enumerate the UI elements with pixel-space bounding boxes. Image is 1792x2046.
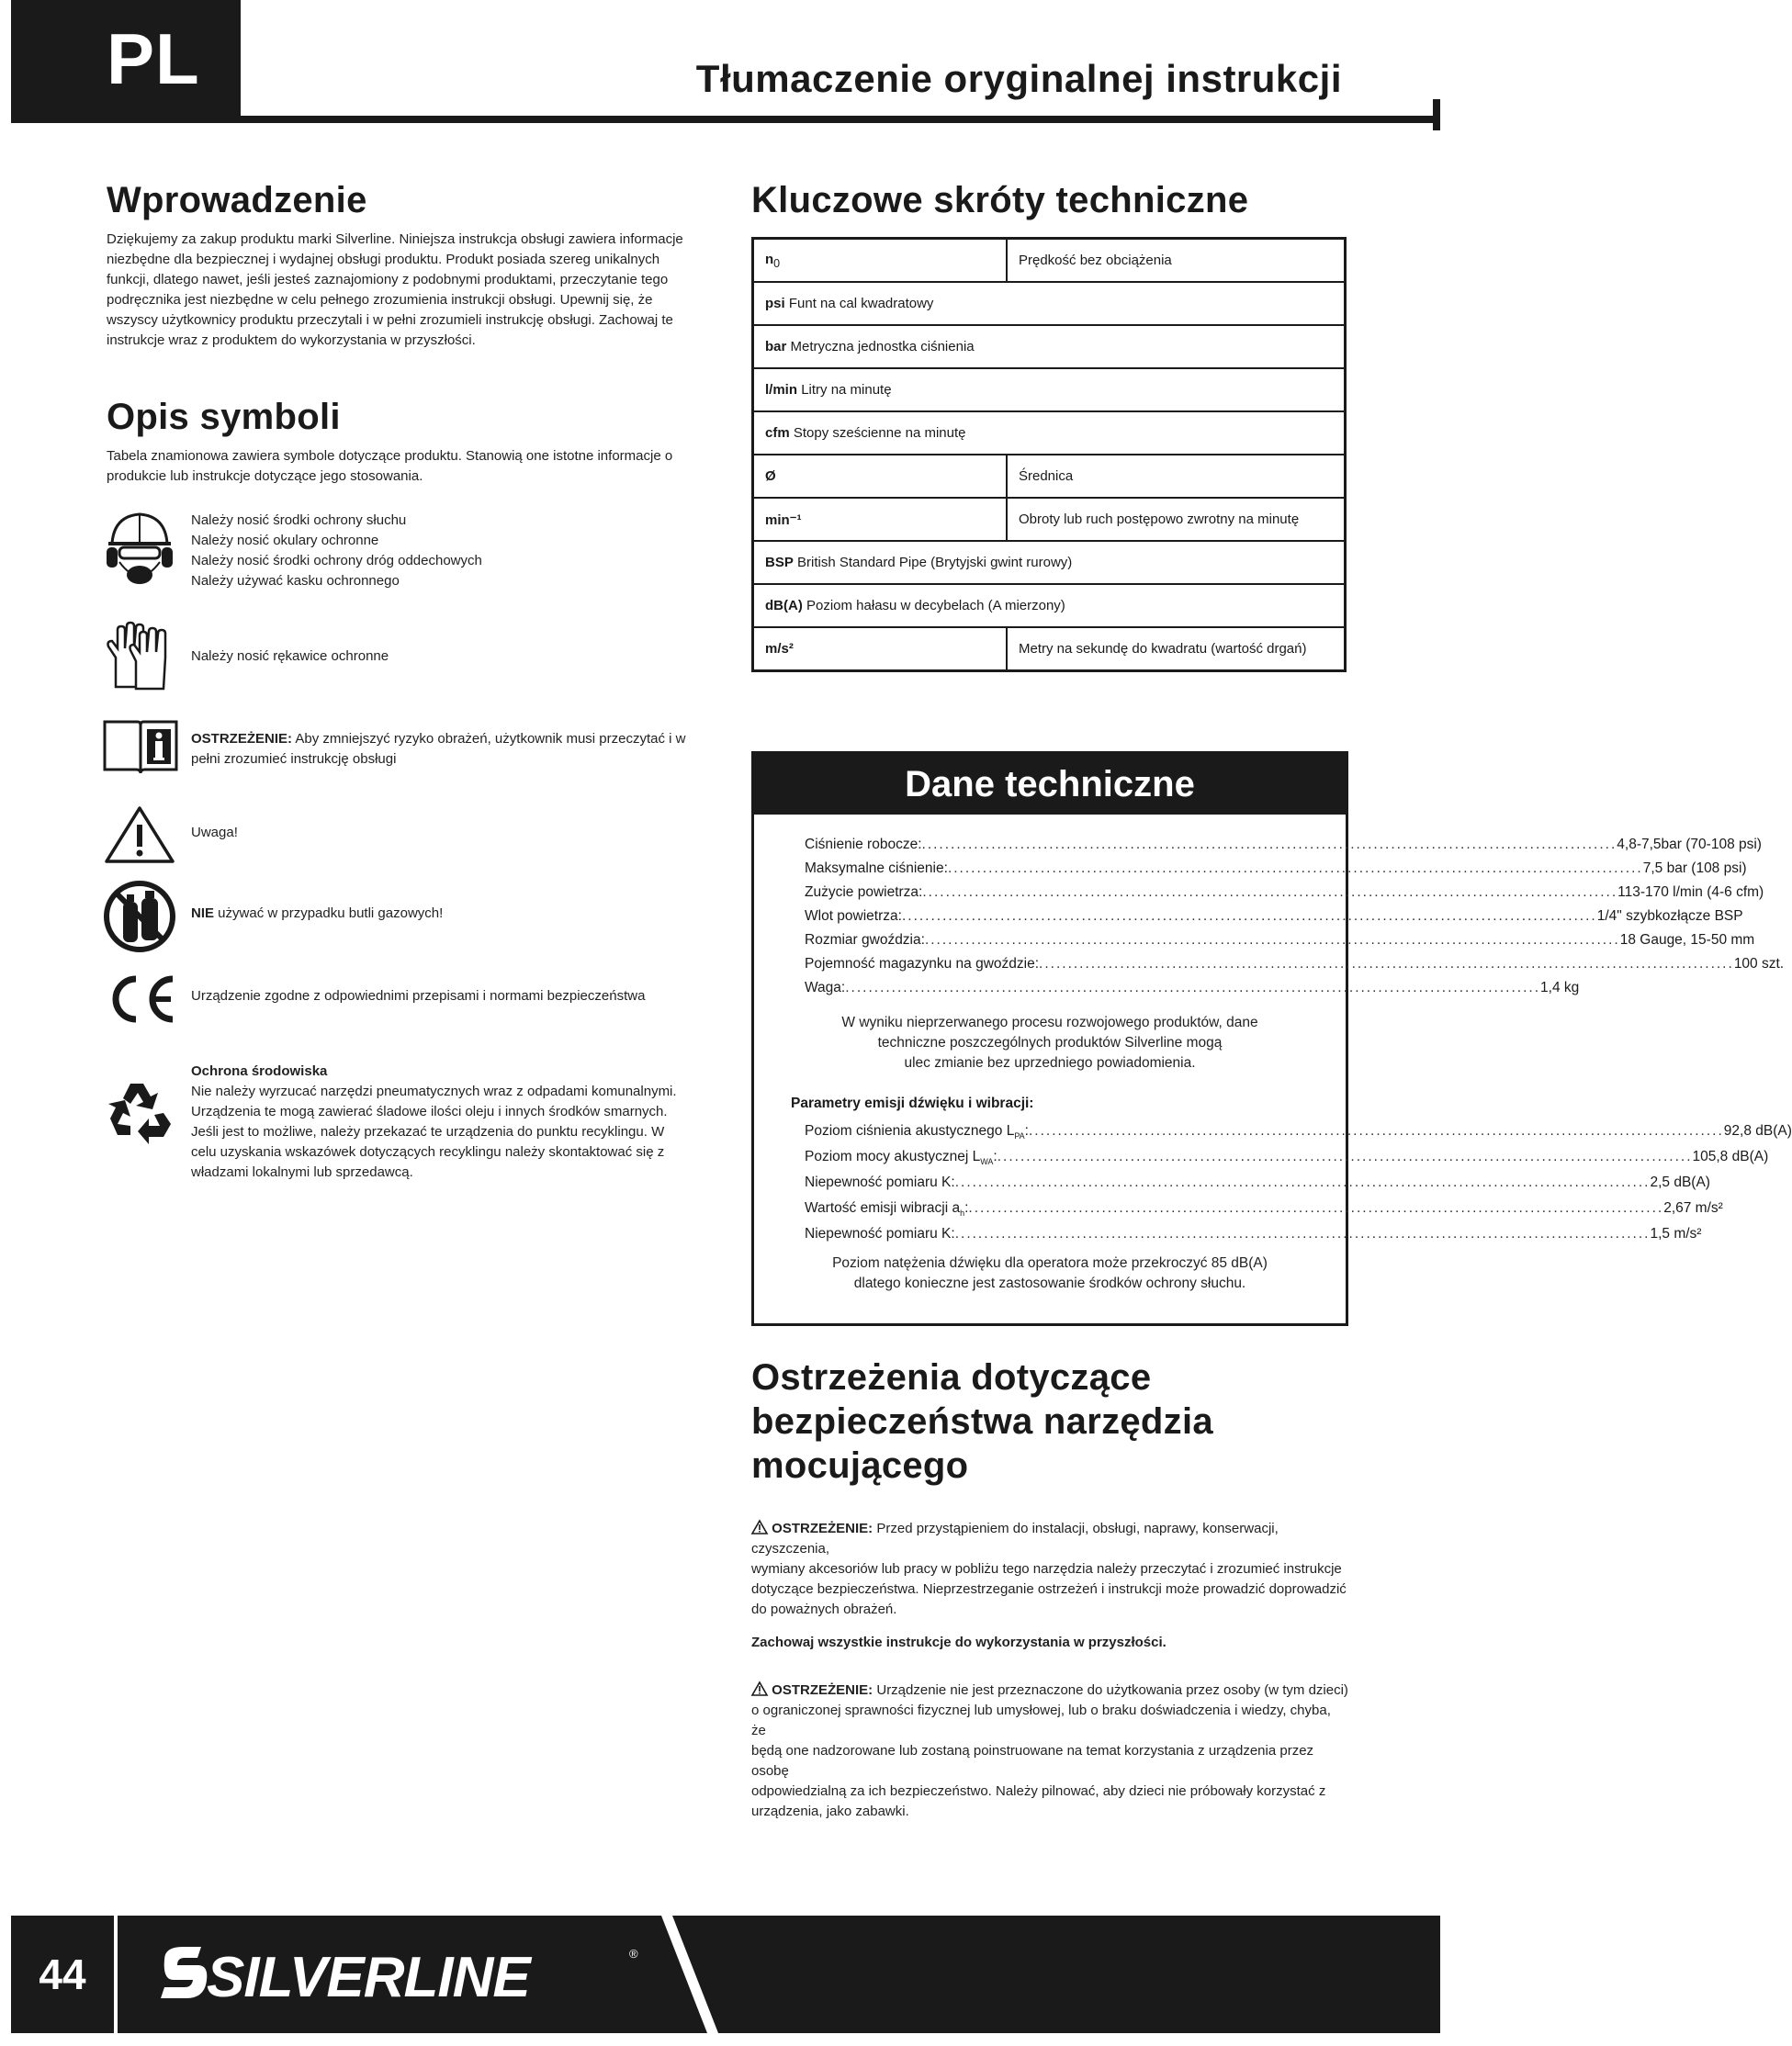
- abbrev-term-cell: [753, 627, 1008, 671]
- warning-line: dotyczące bezpieczeństwa. Nieprzestrzeganie ostrzeżeń i instrukcji może prowadzić doprowadzić: [751, 1581, 1347, 1597]
- leader-dots: ........................................................................................................................: [997, 1149, 1693, 1164]
- spec-label-text: Wartość emisji wibracji a: [805, 1200, 961, 1216]
- spec-row: [805, 882, 1764, 903]
- caution-icon: [103, 804, 176, 865]
- spec-label-text: Pojemność magazynku na gwoździe:: [805, 956, 1040, 972]
- no-gas-bold: NIE: [191, 905, 215, 921]
- spec-label: [805, 954, 1039, 974]
- abbrev-row: [753, 368, 1346, 411]
- no-gas-text: [191, 904, 742, 924]
- warning-triangle-icon: [751, 1681, 768, 1696]
- abbrev-term: l/min: [765, 382, 798, 398]
- spec-label: [805, 1198, 968, 1223]
- spec-row: [805, 1147, 1769, 1172]
- abbrev-row: [753, 455, 1346, 498]
- spec-label-text: Niepewność pomiaru K:: [805, 1226, 955, 1242]
- environment-line: Urządzenia te mogą zawierać śladowe ilości oleju i innych środków smarnych.: [191, 1104, 668, 1119]
- spec-value: 1,4 kg: [1540, 980, 1580, 995]
- spec-label: [805, 1173, 955, 1193]
- abbrev-term-cell: [753, 541, 1346, 584]
- spec-label: [805, 906, 902, 927]
- symbols-intro-line: produkcie lub instrukcje dotyczące jego stosowania.: [107, 468, 423, 484]
- language-code: PL: [107, 18, 200, 99]
- abbrev-term-cell: [753, 498, 1008, 541]
- abbrev-meaning: Poziom hałasu w decybelach (A mierzony): [806, 598, 1065, 613]
- warning-line: do poważnych obrażeń.: [751, 1602, 897, 1617]
- spec-row: [805, 906, 1743, 927]
- abbrev-row: [753, 325, 1346, 368]
- spec-label: [805, 978, 845, 998]
- spec-row: [805, 1224, 1702, 1244]
- tech-note-line: techniczne poszczególnych produktów Silverline mogą: [877, 1035, 1223, 1051]
- abbrev-term: n: [765, 251, 774, 267]
- leader-dots: ........................................................................................................................: [947, 860, 1643, 876]
- ppe-head-icon: [103, 511, 176, 590]
- intro-line: Dziękujemy za zakup produktu marki Silverline. Niniejsza instrukcja obsługi zawiera informacje: [107, 231, 683, 247]
- spec-label-tail: :: [964, 1200, 969, 1216]
- abbrev-meaning: Stopy sześcienne na minutę: [793, 425, 966, 441]
- environment-line: władzami lokalnymi lub sprzedawcą.: [191, 1164, 413, 1180]
- spec-row: [805, 930, 1755, 950]
- warning-line: Przed przystąpieniem do instalacji, obsługi, naprawy, konserwacji, czyszczenia,: [751, 1521, 1279, 1557]
- abbrev-term-cell: [753, 584, 1346, 627]
- ppe-line: Należy nosić okulary ochronne: [191, 533, 379, 548]
- abbrev-table: [751, 237, 1347, 672]
- spec-value: 7,5 bar (108 psi): [1642, 860, 1747, 876]
- footer-separator: [114, 1916, 118, 2033]
- ppe-line: Należy nosić środki ochrony dróg oddechowych: [191, 553, 482, 568]
- spec-value: 100 szt.: [1733, 956, 1785, 972]
- registered-mark: ®: [629, 1947, 638, 1961]
- spec-row: [805, 835, 1762, 855]
- abbrev-row: [753, 239, 1346, 283]
- spec-label: [805, 859, 948, 879]
- symbols-title: Opis symboli: [107, 397, 341, 437]
- read-manual-text: [191, 729, 742, 770]
- warning-label: OSTRZEŻENIE:: [772, 1521, 873, 1536]
- spec-label: [805, 835, 922, 855]
- header-rule: [11, 116, 1440, 123]
- tech-data-title: Dane techniczne: [754, 754, 1346, 815]
- keep-instructions: Zachowaj wszystkie instrukcje do wykorzystania w przyszłości.: [751, 1635, 1166, 1650]
- spec-label-text: Rozmiar gwoździa:: [805, 932, 925, 948]
- spec-label: [805, 1224, 955, 1244]
- footer-stripe: [634, 1916, 744, 2033]
- spec-label-text: Poziom ciśnienia akustycznego L: [805, 1123, 1015, 1139]
- intro-line: funkcji, dlatego nawet, jeśli jesteś zaznajomiony z podobnymi produktami, przeczytanie tego: [107, 272, 669, 287]
- noise-title: Parametry emisji dźwięku i wibracji:: [791, 1096, 1034, 1111]
- leader-dots: ........................................................................................................................: [924, 932, 1620, 948]
- spec-row: [805, 978, 1580, 998]
- warning-triangle-icon: [751, 1520, 768, 1534]
- abbrev-title: Kluczowe skróty techniczne: [751, 180, 1249, 220]
- spec-row: [805, 1198, 1723, 1223]
- logo-text: SILVERLINE: [207, 1946, 530, 2009]
- safety-title-line: Ostrzeżenia dotyczące: [751, 1357, 1152, 1398]
- abbrev-term: m/s²: [765, 641, 794, 657]
- abbrev-term: psi: [765, 296, 785, 311]
- spec-value: 2,5 dB(A): [1650, 1175, 1710, 1190]
- tech-data-box: [751, 751, 1792, 1326]
- spec-row: [805, 1121, 1792, 1146]
- safety-warning-2: [751, 1681, 1348, 1822]
- spec-subscript: WA: [980, 1157, 994, 1167]
- environment-line: Jeśli jest to możliwe, należy przekazać te urządzenia do punktu recyklingu. W: [191, 1124, 665, 1140]
- gloves-text: Należy nosić rękawice ochronne: [191, 648, 389, 664]
- warning-line: wymiany akcesoriów lub pracy w pobliżu tego narzędzia należy przeczytać i zrozumieć instrukcje: [751, 1561, 1342, 1577]
- spec-label-text: Niepewność pomiaru K:: [805, 1175, 955, 1190]
- abbrev-row: [753, 541, 1346, 584]
- leader-dots: ........................................................................................................................: [921, 837, 1617, 852]
- abbrev-term-cell: [753, 411, 1346, 455]
- spec-label-text: Waga:: [805, 980, 846, 995]
- intro-title: Wprowadzenie: [107, 180, 367, 220]
- environment-title: Ochrona środowiska: [191, 1063, 328, 1079]
- abbrev-desc-cell: Średnica: [1007, 455, 1346, 498]
- tech-note: [754, 1013, 1346, 1074]
- abbrev-term-cell: [753, 455, 1008, 498]
- spec-value: 105,8 dB(A): [1692, 1149, 1769, 1164]
- abbrev-desc-cell: Metry na sekundę do kwadratu (wartość drgań): [1007, 627, 1346, 671]
- spec-subscript: PA: [1014, 1131, 1025, 1141]
- warning-label: OSTRZEŻENIE:: [772, 1682, 873, 1698]
- tech-note-line: W wyniku nieprzerwanego procesu rozwojowego produktów, dane: [841, 1015, 1258, 1030]
- spec-row: [805, 859, 1747, 879]
- spec-value: 4,8-7,5bar (70-108 psi): [1617, 837, 1762, 852]
- abbrev-term: BSP: [765, 555, 794, 570]
- abbrev-row: [753, 411, 1346, 455]
- abbrev-meaning: Litry na minutę: [801, 382, 892, 398]
- abbrev-row: [753, 584, 1346, 627]
- warning-line: Aby zmniejszyć ryzyko obrażeń, użytkownik musi przeczytać i w: [292, 731, 686, 747]
- spec-label: [805, 930, 925, 950]
- environment-line: celu uzyskania wskazówek dotyczących recyklingu należy skontaktować się z: [191, 1144, 665, 1160]
- safety-warning-1: [751, 1519, 1348, 1620]
- silverline-logo: [161, 1939, 648, 2013]
- recycle-icon: [103, 1074, 176, 1148]
- warning-line: urządzenia, jako zabawki.: [751, 1804, 909, 1819]
- environment-line: Nie należy wyrzucać narzędzi pneumatycznych wraz z odpadami komunalnymi.: [191, 1084, 677, 1099]
- spec-value: 92,8 dB(A): [1723, 1123, 1792, 1139]
- abbrev-desc-cell: Prędkość bez obciążenia: [1007, 239, 1346, 283]
- warning-label: OSTRZEŻENIE:: [191, 731, 293, 747]
- noise-footer: [754, 1253, 1346, 1294]
- safety-title-line: bezpieczeństwa narzędzia: [751, 1401, 1213, 1442]
- leader-dots: ........................................................................................................................: [845, 980, 1541, 995]
- spec-value: 1,5 m/s²: [1650, 1226, 1702, 1242]
- abbrev-desc-cell: Obroty lub ruch postępowo zwrotny na minutę: [1007, 498, 1346, 541]
- read-manual-icon: [103, 716, 178, 775]
- environment-text: [191, 1062, 742, 1183]
- ppe-line: Należy nosić środki ochrony słuchu: [191, 512, 407, 528]
- abbrev-term-cell: [753, 325, 1346, 368]
- leader-dots: ........................................................................................................................: [901, 908, 1597, 924]
- intro-line: wszyscy użytkownicy produktu przeczytali i w pełni zrozumieli instrukcję obsługi. Zachowaj te: [107, 312, 673, 328]
- spec-row: [805, 1173, 1710, 1193]
- leader-dots: ........................................................................................................................: [954, 1175, 1651, 1190]
- safety-title-line: mocującego: [751, 1445, 969, 1486]
- abbrev-meaning: Funt na cal kwadratowy: [788, 296, 934, 311]
- leader-dots: ........................................................................................................................: [922, 884, 1618, 900]
- leader-dots: ........................................................................................................................: [1039, 956, 1734, 972]
- gloves-icon: [103, 621, 176, 691]
- ppe-text: [191, 511, 742, 591]
- intro-line: niezbędne dla bezpiecznej i wydajnej obsługi produktu. Produkt posiada szereg unikalnych: [107, 252, 660, 267]
- abbrev-subscript: 0: [773, 256, 781, 270]
- warning-line: będą one nadzorowane lub zostaną poinstruowane na temat korzystania z urządzenia przez osobę: [751, 1743, 1314, 1779]
- intro-line: instrukcje wraz z produktem do wykorzystania w przyszłości.: [107, 332, 476, 348]
- intro-line: podręcznika jest niezbędne w celu pełnego zrozumienia instrukcji obsługi. Upewnij się, że: [107, 292, 653, 308]
- leader-dots: ........................................................................................................................: [954, 1226, 1651, 1242]
- leader-dots: ........................................................................................................................: [968, 1200, 1664, 1216]
- page-header-title: Tłumaczenie oryginalnej instrukcji: [695, 57, 1342, 100]
- warning-line: pełni zrozumieć instrukcję obsługi: [191, 751, 397, 767]
- spec-label-text: Wlot powietrza:: [805, 908, 902, 924]
- spec-row: [805, 954, 1785, 974]
- ppe-line: Należy używać kasku ochronnego: [191, 573, 400, 589]
- spec-label: [805, 882, 922, 903]
- spec-value: 2,67 m/s²: [1663, 1200, 1723, 1216]
- safety-title: [751, 1355, 1213, 1488]
- header-rule-end: [1433, 99, 1440, 130]
- abbrev-term-cell: [753, 368, 1346, 411]
- ce-mark-icon: [103, 972, 176, 1027]
- spec-label-tail: :: [1024, 1123, 1029, 1139]
- abbrev-term: bar: [765, 339, 787, 354]
- noise-footer-line: Poziom natężenia dźwięku dla operatora może przekroczyć 85 dB(A): [832, 1255, 1268, 1271]
- noise-footer-line: dlatego konieczne jest zastosowanie środków ochrony słuchu.: [853, 1276, 1246, 1291]
- abbrev-term-cell: [753, 239, 1008, 283]
- spec-value: 18 Gauge, 15-50 mm: [1619, 932, 1755, 948]
- symbols-intro-line: Tabela znamionowa zawiera symbole dotyczące produktu. Stanowią one istotne informacje o: [107, 448, 673, 464]
- spec-label-text: Poziom mocy akustycznej L: [805, 1149, 981, 1164]
- abbrev-row: [753, 627, 1346, 671]
- leader-dots: ........................................................................................................................: [1028, 1123, 1724, 1139]
- language-badge: [11, 0, 241, 118]
- spec-label-tail: :: [993, 1149, 997, 1164]
- abbrev-meaning: British Standard Pipe (Brytyjski gwint rurowy): [797, 555, 1073, 570]
- spec-value: 113-170 l/min (4-6 cfm): [1617, 884, 1764, 900]
- spec-label-text: Maksymalne ciśnienie:: [805, 860, 948, 876]
- ce-text: Urządzenie zgodne z odpowiednimi przepisami i normami bezpieczeństwa: [191, 988, 646, 1004]
- tech-note-line: ulec zmianie bez uprzedniego powiadomienia.: [904, 1055, 1196, 1071]
- warning-line: o ograniczonej sprawności fizycznej lub umysłowej, lub o braku doświadczenia i wiedzy, chyba, że: [751, 1703, 1331, 1738]
- spec-value: 1/4" szybkozłącze BSP: [1596, 908, 1743, 924]
- abbrev-term: cfm: [765, 425, 790, 441]
- spec-label: [805, 1121, 1029, 1146]
- spec-label-text: Ciśnienie robocze:: [805, 837, 922, 852]
- abbrev-term-cell: [753, 282, 1346, 325]
- abbrev-term: Ø: [765, 468, 776, 484]
- symbols-intro: [107, 446, 694, 487]
- warning-line: Urządzenie nie jest przeznaczone do użytkowania przez osoby (w tym dzieci): [873, 1682, 1348, 1698]
- caution-text: Uwaga!: [191, 825, 238, 840]
- no-gas-cylinder-icon: [103, 880, 176, 953]
- intro-text: [107, 230, 694, 351]
- abbrev-row: [753, 498, 1346, 541]
- abbrev-meaning: Metryczna jednostka ciśnienia: [790, 339, 975, 354]
- abbrev-row: [753, 282, 1346, 325]
- spec-label: [805, 1147, 997, 1172]
- warning-line: odpowiedzialną za ich bezpieczeństwo. Należy pilnować, aby dzieci nie próbowały korzystać z: [751, 1783, 1326, 1799]
- no-gas-rest: używać w przypadku butli gazowych!: [214, 905, 444, 921]
- abbrev-term: min⁻¹: [765, 512, 802, 528]
- page-number: 44: [39, 1950, 86, 1998]
- spec-subscript: h: [960, 1208, 965, 1219]
- spec-label-text: Zużycie powietrza:: [805, 884, 923, 900]
- abbrev-term: dB(A): [765, 598, 803, 613]
